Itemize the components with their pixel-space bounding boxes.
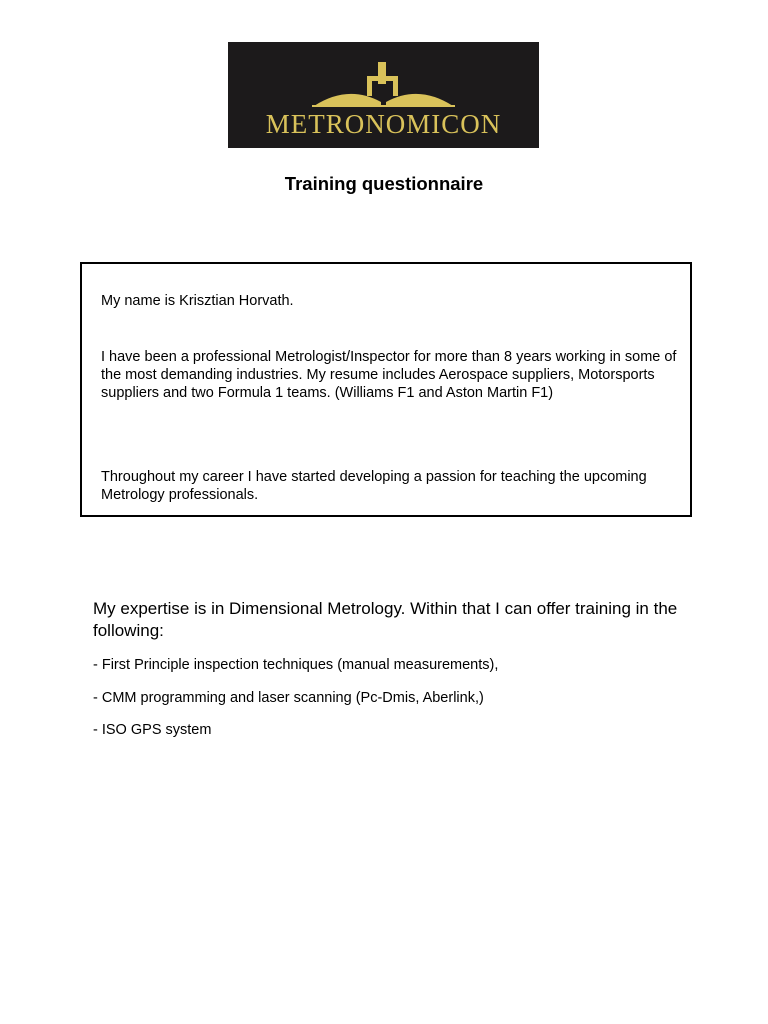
intro-name-paragraph: My name is Krisztian Horvath. xyxy=(101,293,294,309)
expertise-heading: My expertise is in Dimensional Metrology. Within that I can offer training in the following: xyxy=(93,599,678,640)
intro-box xyxy=(80,262,692,517)
page-title: Training questionnaire xyxy=(284,173,484,194)
intro-passion-paragraph: Throughout my career I have started developing a passion for teaching the upcoming Metrology professionals. xyxy=(101,469,647,503)
list-item: - First Principle inspection techniques (manual measurements), xyxy=(93,657,499,673)
intro-experience-paragraph: I have been a professional Metrologist/Inspector for more than 8 years working in some of the most demanding industries. My resume includes Aerospace suppliers, Motorsports suppliers and two Formula 1 teams. (Williams F1 and Aston Martin F1) xyxy=(101,349,677,401)
logo xyxy=(228,42,539,148)
list-item: - CMM programming and laser scanning (Pc-Dmis, Aberlink,) xyxy=(93,690,484,706)
logo-wordmark: METRONOMICON xyxy=(265,109,502,139)
list-item: - ISO GPS system xyxy=(93,722,212,738)
